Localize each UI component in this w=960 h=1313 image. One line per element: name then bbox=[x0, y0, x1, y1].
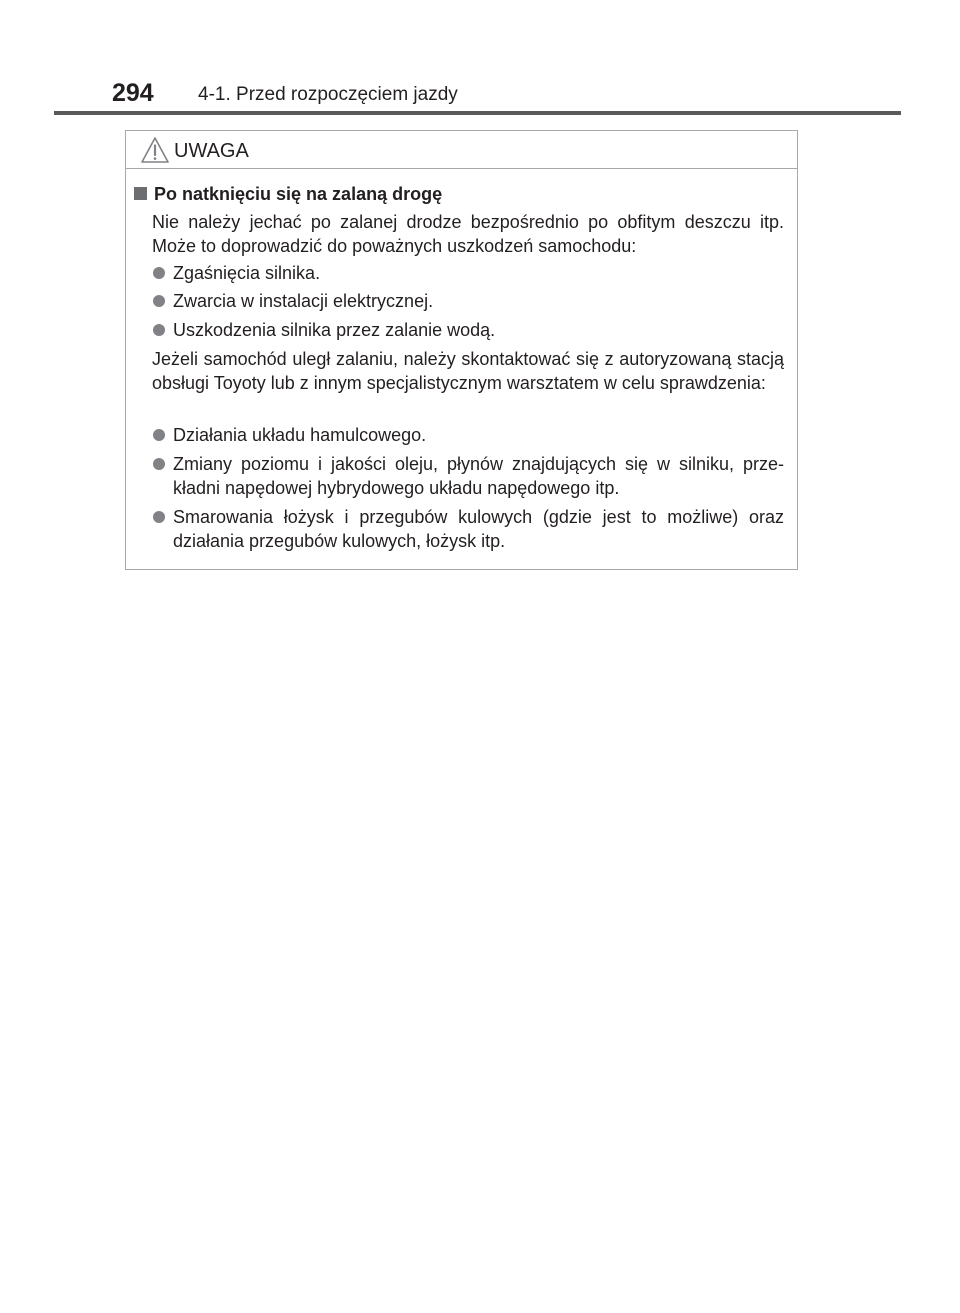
page-header bbox=[0, 0, 960, 116]
bullet-icon bbox=[153, 267, 165, 279]
list-item bbox=[152, 262, 784, 286]
list-item bbox=[152, 506, 784, 553]
list-item bbox=[152, 319, 784, 343]
list-item bbox=[152, 453, 784, 500]
list-item-text: Zwarcia w instalacji elektrycznej. bbox=[173, 291, 434, 311]
caution-label: UWAGA bbox=[174, 140, 249, 162]
list-item-text: Smarowania łożysk i przegubów kulowych (gdzie jest to możliwe) oraz działania przegubów kulowych, łożysk itp. bbox=[173, 507, 784, 551]
caution-box bbox=[125, 130, 798, 570]
list-item-text: Zgaśnięcia silnika. bbox=[173, 263, 321, 283]
bullet-icon bbox=[153, 458, 165, 470]
after-paragraph: Jeżeli samochód uległ zalaniu, należy skontaktować się z autoryzowaną stacją obsługi Toyoty lub z innym specjalistycznym warsztatem w celu sprawdzenia: bbox=[152, 349, 784, 393]
bullet-icon bbox=[153, 511, 165, 523]
list-item-text: Działania układu hamulcowego. bbox=[173, 425, 427, 445]
page-number: 294 bbox=[112, 79, 154, 107]
bullet-icon bbox=[153, 295, 165, 307]
list-item bbox=[152, 290, 784, 314]
section-title-text: Po natknięciu się na zalaną drogę bbox=[154, 184, 443, 204]
section-title bbox=[134, 183, 442, 205]
intro-paragraph: Nie należy jechać po zalanej drodze bezpośrednio po obfitym deszczu itp. Może to doprowadzić do poważnych uszkodzeń samochodu: bbox=[152, 212, 784, 256]
bullet-icon bbox=[153, 429, 165, 441]
list-item-text: Uszkodzenia silnika przez zalanie wodą. bbox=[173, 320, 496, 340]
bullet-icon bbox=[153, 324, 165, 336]
caution-header bbox=[126, 131, 797, 169]
list-item bbox=[152, 424, 784, 448]
header-rule bbox=[54, 111, 901, 115]
square-bullet-icon bbox=[134, 187, 147, 200]
chapter-title: 4-1. Przed rozpoczęciem jazdy bbox=[198, 84, 458, 105]
list-item-text: Zmiany poziomu i jakości oleju, płynów znajdujących się w silniku, prze- kładni napędowej hybrydowego układu napędowego itp. bbox=[173, 454, 784, 498]
warning-triangle-icon bbox=[140, 136, 170, 164]
